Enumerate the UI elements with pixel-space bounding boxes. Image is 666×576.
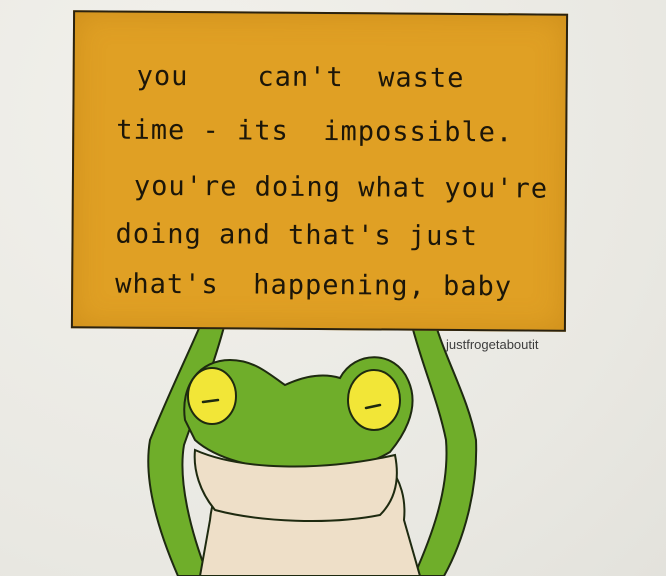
frog-right-eye [348, 370, 400, 430]
sign-line-2: time - its impossible. [116, 114, 514, 149]
sign-line-3: you're doing what you're [133, 170, 549, 205]
sign-line-1: you can't waste [136, 60, 465, 95]
watermark-text: justfrogetaboutit [446, 337, 539, 352]
sign-line-5: what's happening, baby [115, 268, 513, 303]
sign-line-4: doing and that's just [115, 218, 479, 253]
frog-left-eye [188, 368, 236, 424]
protest-sign [71, 10, 568, 331]
